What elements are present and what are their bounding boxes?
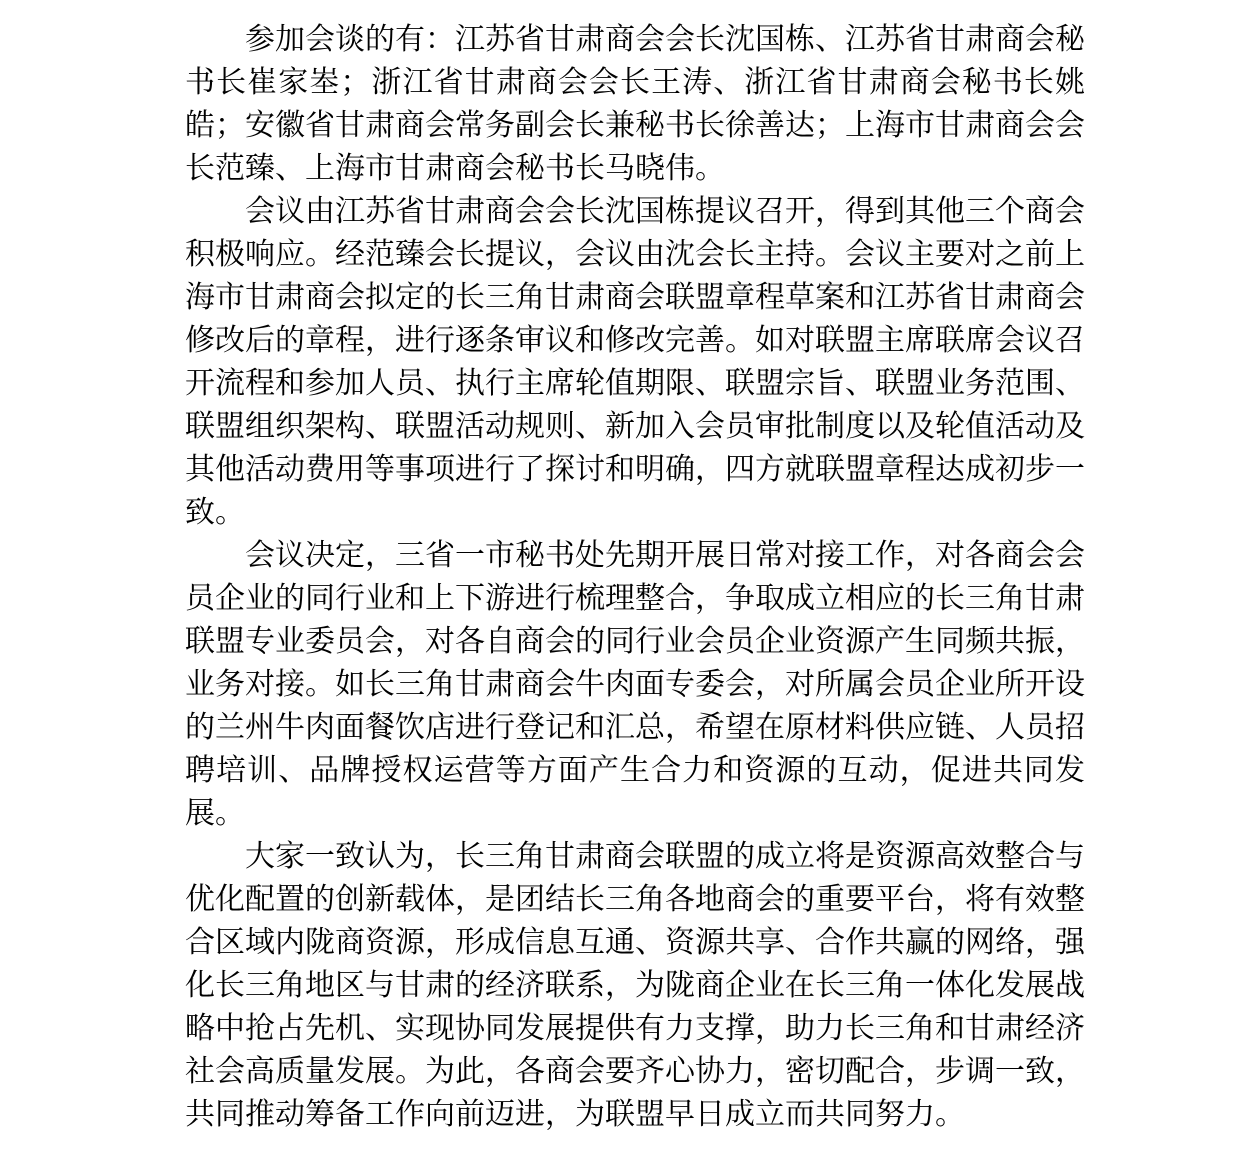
paragraph-consensus: 大家一致认为，长三角甘肃商会联盟的成立将是资源高效整合与优化配置的创新载体，是团结长三角各地商会的重要平台，将有效整合区域内陇商资源，形成信息互通、资源共享、合作共赢的网络，强化长三角地区与甘肃的经济联系，为陇商企业在长三角一体化发展战略中抢占先机、实现协同发展提供有力支撑，助力长三角和甘肃经济社会高质量发展。为此，各商会要齐心协力，密切配合，步调一致，共同推动筹备工作向前迈进，为联盟早日成立而共同努力。 (185, 840, 1085, 1131)
document-body (185, 18, 1085, 1136)
paragraph-meeting-process: 会议由江苏省甘肃商会会长沈国栋提议召开，得到其他三个商会积极响应。经范臻会长提议，会议由沈会长主持。会议主要对之前上海市甘肃商会拟定的长三角甘肃商会联盟章程草案和江苏省甘肃商会修改后的章程，进行逐条审议和修改完善。如对联盟主席联席会议召开流程和参加人员、执行主席轮值期限、联盟宗旨、联盟业务范围、联盟组织架构、联盟活动规则、新加入会员审批制度以及轮值活动及其他活动费用等事项进行了探讨和明确，四方就联盟章程达成初步一致。 (185, 195, 1085, 529)
paragraph-attendees: 参加会谈的有：江苏省甘肃商会会长沈国栋、江苏省甘肃商会秘书长崔家峚；浙江省甘肃商会会长王涛、浙江省甘肃商会秘书长姚皓；安徽省甘肃商会常务副会长兼秘书长徐善达；上海市甘肃商会会长范臻、上海市甘肃商会秘书长马晓伟。 (185, 23, 1085, 185)
paragraph-decisions: 会议决定，三省一市秘书处先期开展日常对接工作，对各商会会员企业的同行业和上下游进行梳理整合，争取成立相应的长三角甘肃联盟专业委员会，对各自商会的同行业会员企业资源产生同频共振，业务对接。如长三角甘肃商会牛肉面专委会，对所属会员企业所开设的兰州牛肉面餐饮店进行登记和汇总，希望在原材料供应链、人员招聘培训、品牌授权运营等方面产生合力和资源的互动，促进共同发展。 (185, 539, 1085, 830)
